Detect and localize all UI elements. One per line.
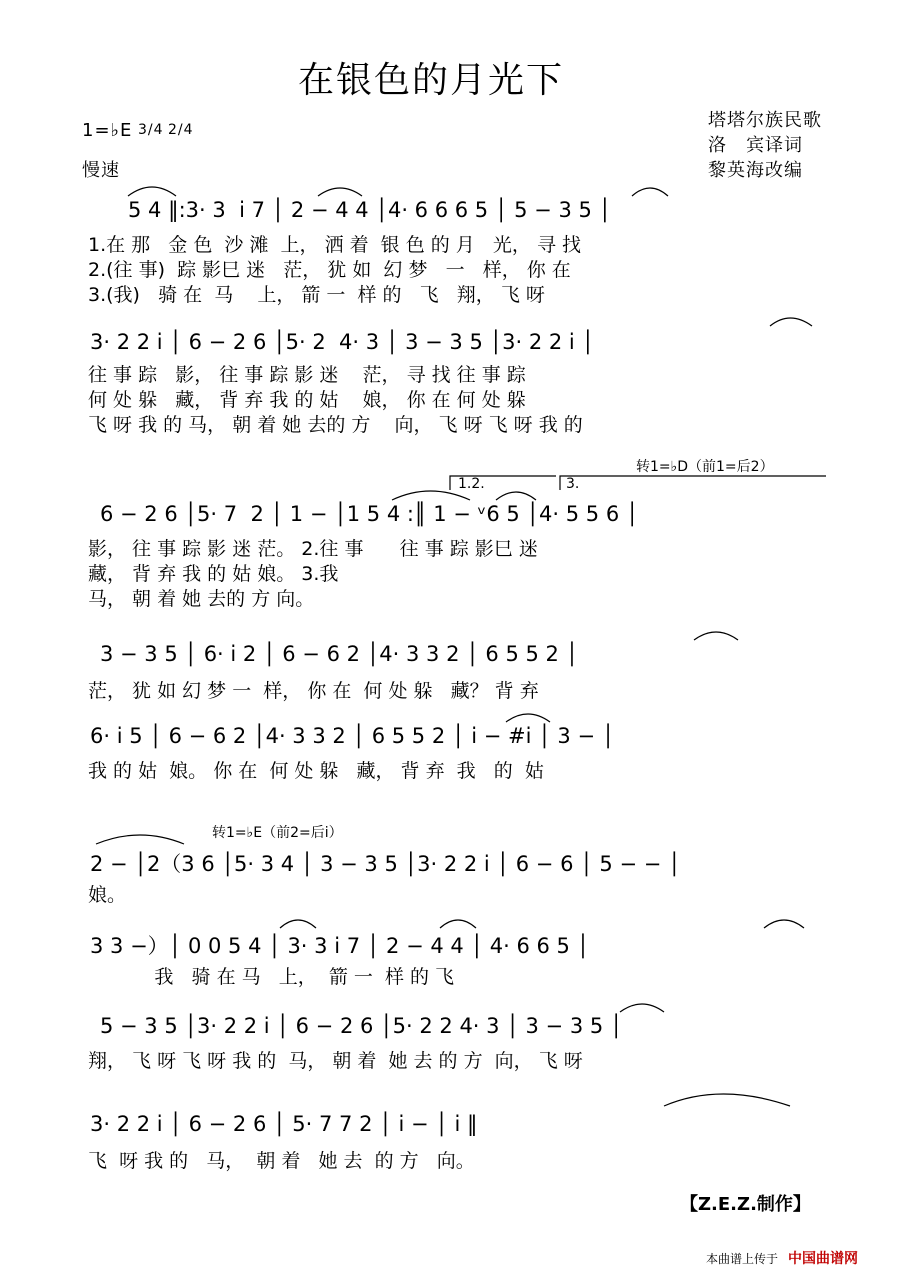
slur-mark [694,632,738,640]
slur-mark [128,187,176,196]
site-logo: 中国曲谱网 [788,1251,858,1267]
slur-mark [632,188,668,196]
lyric-line-2-3: 飞 呀 我 的 马， 朝 着 她 去的 方 向， 飞 呀 飞 呀 我 的 [88,414,583,436]
slur-mark [96,835,184,844]
slur-mark [280,920,316,928]
slur-mark [770,318,812,326]
notation-line-6: 2 − │2（3 6 │5· 3 4 │ 3 − 3 5 │3· 2 2 i │ 6 − 6 │ 5 − − │ [90,852,681,876]
slur-mark [664,1094,790,1106]
lyric-line-3-2: 藏， 背 弃 我 的 姑 娘。 3.我 [88,563,339,585]
modulation-mark-2: 转1=♭E（前2=后i） [212,825,343,841]
volta-2: 3. [566,476,580,492]
tempo-marking: 慢速 [82,160,120,181]
lyric-line-9: 飞 呀 我 的 马， 朝 着 她 去 的 方 向。 [88,1150,475,1172]
lyric-line-3-3: 马， 朝 着 她 去的 方 向。 [88,588,315,610]
notation-line-1: 5 4 ‖:3· 3 i 7 │ 2 − 4 4 │4· 6 6 6 5 │ 5 − 3 5 │ [128,198,612,222]
time-signature-2: 2/4 [168,122,194,138]
notation-line-7: 3 3 −）│ 0 0 5 4 │ 3· 3 i 7 │ 2 − 4 4 │ 4· 6 6 5 │ [90,934,590,958]
key-signature: 1=♭E [82,120,133,141]
lyric-line-3-1: 影， 往 事 踪 影 迷 茫。 2.往 事 往 事 踪 影巳 迷 [88,538,538,560]
credit-arranger: 黎英海改编 [708,160,803,181]
notation-line-4: 3 − 3 5 │ 6· i 2 │ 6 − 6 2 │4· 3 3 2 │ 6 5 5 2 │ [100,642,579,666]
notation-line-5: 6· i 5 │ 6 − 6 2 │4· 3 3 2 │ 6 5 5 2 │ i − #i │ 3 − │ [90,724,615,748]
slur-mark [392,491,470,500]
volta-bracket [560,476,826,490]
slur-mark [496,492,536,500]
notation-line-8: 5 − 3 5 │3· 2 2 i │ 6 − 2 6 │5· 2 2 4· 3 │ 3 − 3 5 │ [100,1014,623,1038]
lyric-line-6: 娘。 [88,884,127,906]
lyric-line-1-1: 1.在 那 金 色 沙 滩 上， 洒 着 银 色 的 月 光， 寻 找 [88,234,581,256]
notation-line-3: 6 − 2 6 │5· 7 2 │ 1 − │1 5 4 :║ 1 − ᵛ6 5 │4· 5 5 6 │ [100,502,639,526]
lyric-line-5: 我 的 姑 娘。 你 在 何 处 躲 藏， 背 弃 我 的 姑 [88,760,544,782]
footer-text: 本曲谱上传于 [706,1252,779,1266]
notation-line-9: 3· 2 2 i │ 6 − 2 6 │ 5· 7 7 2 │ i − │ i ‖ [90,1112,478,1136]
notation-line-2: 3· 2 2 i │ 6 − 2 6 │5· 2 4· 3 │ 3 − 3 5 │3· 2 2 i │ [90,330,595,354]
slur-mark [440,920,476,928]
slur-mark [506,714,550,722]
lyric-line-8: 翔， 飞 呀 飞 呀 我 的 马， 朝 着 她 去 的 方 向， 飞 呀 [88,1050,583,1072]
modulation-mark-1: 转1=♭D（前1=后2） [636,459,774,475]
page-title: 在银色的月光下 [298,60,565,101]
slur-mark [620,1004,664,1012]
slur-mark [318,188,362,196]
credit-translator: 洛 宾译词 [708,135,803,156]
slur-mark [764,920,804,928]
lyric-line-2-1: 往 事 踪 影， 往 事 踪 影 迷 茫， 寻 找 往 事 踪 [88,364,526,386]
volta-1: 1.2. [458,476,485,492]
maker-credit: 【Z.E.Z.制作】 [680,1194,811,1215]
lyric-line-2-2: 何 处 躲 藏， 背 弃 我 的 姑 娘， 你 在 何 处 躲 [88,389,526,411]
time-signature-1: 3/4 [138,122,164,138]
lyric-line-7: 我 骑 在 马 上， 箭 一 样 的 飞 [88,966,455,988]
lyric-line-1-3: 3.(我) 骑 在 马 上， 箭 一 样 的 飞 翔， 飞 呀 [88,284,545,306]
lyric-line-4: 茫， 犹 如 幻 梦 一 样， 你 在 何 处 躲 藏？ 背 弃 [88,680,539,702]
credit-origin: 塔塔尔族民歌 [708,110,822,131]
lyric-line-1-2: 2.(往 事) 踪 影巳 迷 茫， 犹 如 幻 梦 一 样， 你 在 [88,259,571,281]
